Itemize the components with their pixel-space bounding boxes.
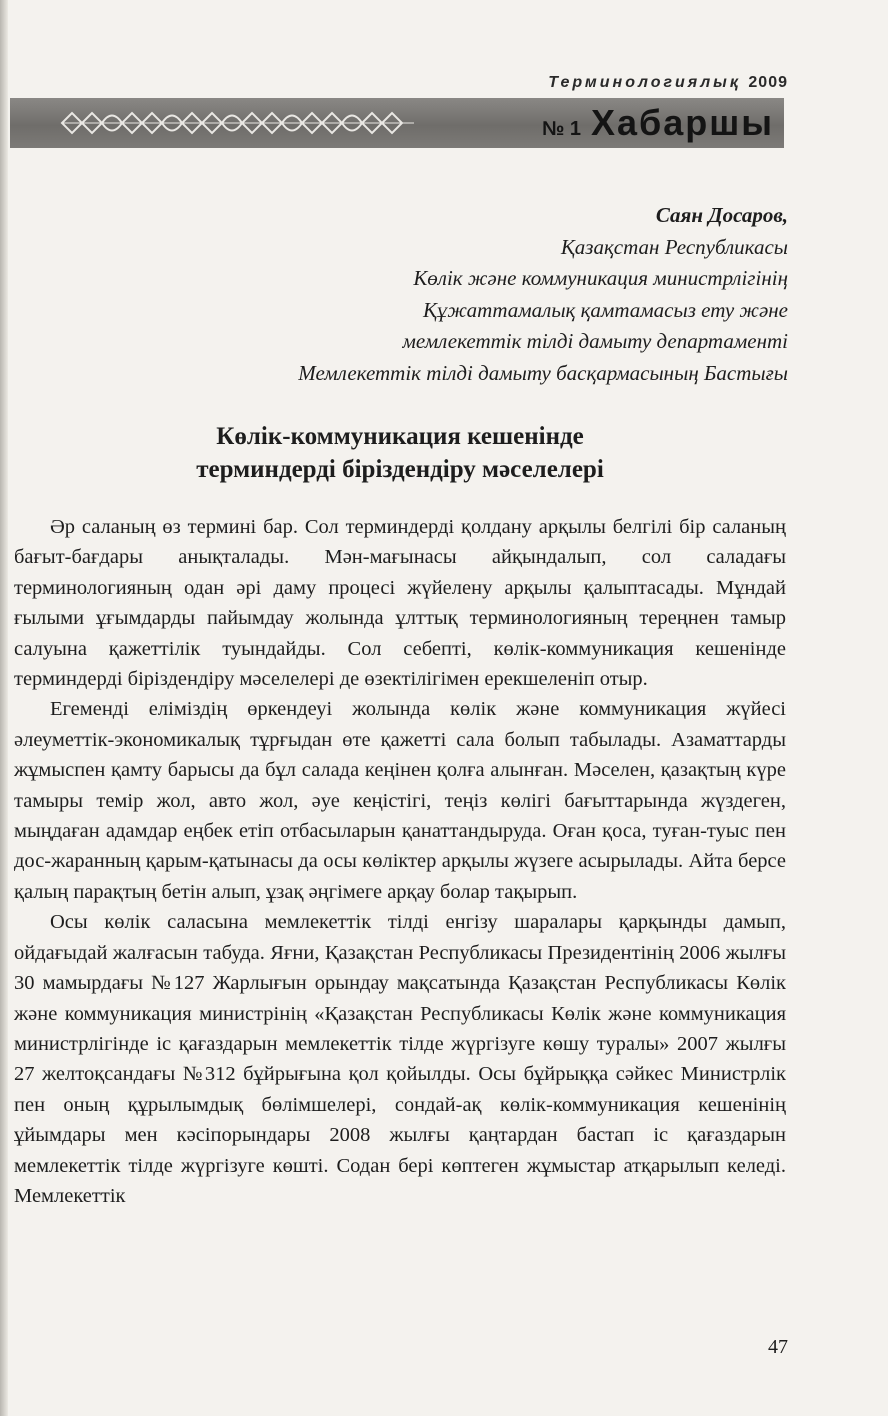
header-banner bbox=[10, 98, 784, 148]
author-affiliation-line: Қазақстан Республикасы bbox=[560, 234, 788, 259]
paragraph: Егеменді еліміздің өркендеуі жолында көлік және коммуникация жүйесі әлеуметтік-экономикалық тұрғыдан өте қажетті сала болып табылады. Азаматтарды жұмыспен қамту барысы да бұл салада кеңінен қолға алынған. Мәселен, қазақтың күре тамыры темір жол, авто жол, әуе кеңістігі, теңіз көлігі бағыттарында жүздеген, мыңдаған адамдар еңбек етіп отбасыларын қанаттандыруда. Оған қоса, туған-туыс пен дос-жаранның қарым-қатынасы да осы көліктер арқылы жүзеге асырылады. Айта берсе қалың парақтың бетін алып, ұзақ әңгімеге арқау болар тақырып. bbox=[14, 698, 786, 903]
journal-name: Терминологиялық bbox=[548, 74, 741, 91]
journal-year: 2009 bbox=[748, 74, 788, 91]
page-edge-shadow bbox=[0, 0, 8, 1416]
article-title bbox=[90, 420, 710, 486]
author-affiliation-line: мемлекеттік тілді дамыту департаменті bbox=[402, 329, 788, 354]
article-body bbox=[14, 512, 786, 1211]
author-affiliation-line: Көлік және коммуникация министрлігінің bbox=[413, 266, 788, 291]
ornament-pattern bbox=[58, 104, 418, 142]
article-title-line: терминдерді біріздендіру мәселелері bbox=[196, 456, 604, 483]
journal-title bbox=[542, 102, 774, 144]
journal-title-text: Хабаршы bbox=[590, 102, 774, 143]
author-name: Саян Досаров, bbox=[655, 203, 788, 227]
journal-header-line bbox=[548, 74, 788, 92]
article-title-line: Көлік-коммуникация кешенінде bbox=[216, 423, 584, 450]
author-affiliation-line: Мемлекеттік тілді дамыту басқармасының Бастығы bbox=[298, 360, 788, 385]
paragraph: Осы көлік саласына мемлекеттік тілді енгізу шаралары қарқынды дамып, ойдағыдай жалғасын табуда. Яғни, Қазақстан Республикасы Президентінің 2006 жылғы 30 мамырдағы №127 Жарлығын орындау мақсатында Қазақстан Республикасы Көлік және коммуникация министрінің «Қазақстан Республикасы Көлік және коммуникация министрлігінде іс қағаздарын мемлекеттік тілде жүргізуге көшу туралы» 2007 жылғы 27 желтоқсандағы №312 бұйрығына қол қойылды. Осы бұйрыққа сәйкес Министрлік пен оның құрылымдық бөлімшелері, сондай-ақ көлік-коммуникация кешенінің ұйымдары мен кәсіпорындары 2008 жылғы қаңтардан бастап іс қағаздарын мемлекеттік тілде жүргізуге көшті. Содан бері көптеген жұмыстар атқарылып келеді. Мемлекеттік bbox=[14, 911, 786, 1207]
author-affiliation-line: Құжаттамалық қамтамасыз ету және bbox=[422, 297, 788, 322]
author-block bbox=[168, 200, 788, 390]
page-number: 47 bbox=[768, 1336, 788, 1358]
paragraph: Әр саланың өз термині бар. Сол терминдерді қолдану арқылы белгілі бір саланың бағыт-бағдары анықталады. Мән-мағынасы айқындалып, сол саладағы терминологияның одан әрі даму процесі жүйелену арқылы қалыптасады. Мұндай ғылыми ұғымдарды пайымдау жолында ұлттық терминологияның тереңнен тамыр салуына қажеттілік туындайды. Сол себепті, көлік-коммуникация кешенінде терминдерді біріздендіру мәселелері де өзектілігімен ерекшеленіп отыр. bbox=[14, 516, 786, 691]
issue-number: № 1 bbox=[541, 118, 581, 140]
